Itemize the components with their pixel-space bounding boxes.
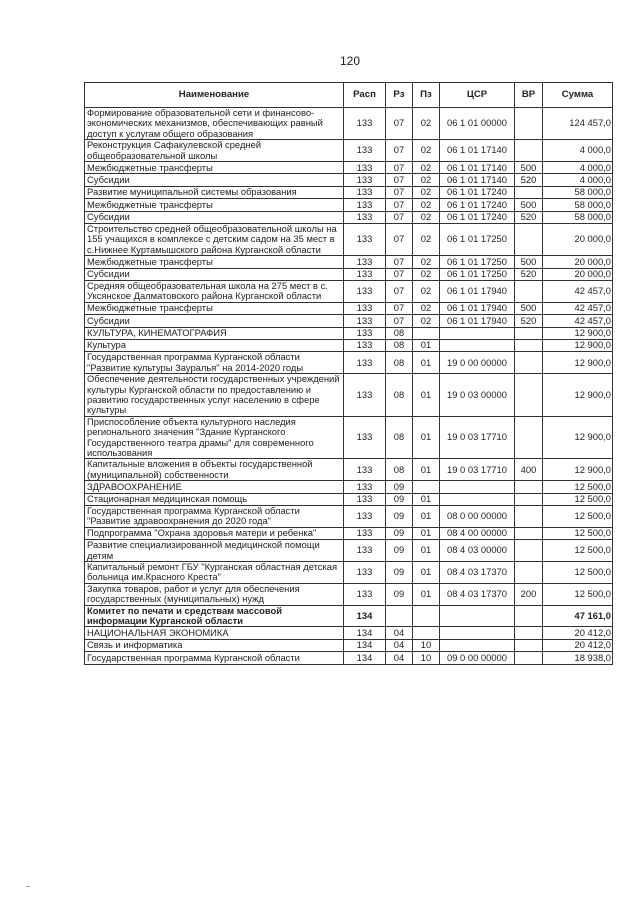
cell-vr xyxy=(515,186,543,198)
header-row xyxy=(85,83,613,108)
cell-sum: 20 000,0 xyxy=(543,223,613,255)
cell-name: НАЦИОНАЛЬНАЯ ЭКОНОМИКА xyxy=(85,627,344,639)
cell-rasp: 133 xyxy=(344,268,386,280)
cell-rz: 07 xyxy=(386,211,413,223)
cell-vr xyxy=(515,493,543,505)
table-body xyxy=(85,108,613,665)
cell-sum: 12 500,0 xyxy=(543,583,613,605)
cell-rasp: 133 xyxy=(344,199,386,211)
cell-pz: 02 xyxy=(413,211,440,223)
cell-pz: 01 xyxy=(413,562,440,584)
cell-rz: 07 xyxy=(386,186,413,198)
cell-pz: 02 xyxy=(413,162,440,174)
cell-pz: 01 xyxy=(413,459,440,481)
cell-rz: 09 xyxy=(386,481,413,493)
cell-rz: 09 xyxy=(386,506,413,528)
cell-name: Субсидии xyxy=(85,268,344,280)
table-row xyxy=(85,605,613,627)
cell-rz: 08 xyxy=(386,416,413,459)
cell-sum: 18 938,0 xyxy=(543,652,613,664)
cell-csr: 06 1 01 17250 xyxy=(440,223,515,255)
cell-vr xyxy=(515,652,543,664)
cell-name: Приспособление объекта культурного наследия регионального значения "Здание Курганского Государственного театра драмы" для современного использования xyxy=(85,416,344,459)
cell-name: Обеспечение деятельности государственных учреждений культуры Курганской области по предоставлению и развитию государственных услуг населению в сфере культуры xyxy=(85,374,344,417)
cell-sum: 58 000,0 xyxy=(543,186,613,198)
cell-pz xyxy=(413,327,440,339)
cell-pz: 02 xyxy=(413,302,440,314)
table-row xyxy=(85,140,613,162)
cell-name: Развитие муниципальной системы образования xyxy=(85,186,344,198)
scan-mark xyxy=(26,886,30,887)
cell-name: Строительство средней общеобразовательной школы на 155 учащихся в комплексе с детским садом на 35 мест в с.Нижнее Куртамышского района Курганской области xyxy=(85,223,344,255)
table-row xyxy=(85,493,613,505)
cell-pz xyxy=(413,627,440,639)
cell-rasp: 134 xyxy=(344,652,386,664)
cell-rasp: 133 xyxy=(344,280,386,302)
cell-csr: 19 0 03 17710 xyxy=(440,416,515,459)
cell-sum: 12 900,0 xyxy=(543,459,613,481)
cell-rz: 07 xyxy=(386,302,413,314)
cell-rz: 07 xyxy=(386,315,413,327)
table-row xyxy=(85,211,613,223)
cell-pz: 02 xyxy=(413,223,440,255)
cell-vr: 200 xyxy=(515,583,543,605)
cell-vr: 520 xyxy=(515,315,543,327)
table-row xyxy=(85,315,613,327)
cell-pz xyxy=(413,605,440,627)
cell-csr: 08 4 00 00000 xyxy=(440,527,515,539)
cell-pz: 02 xyxy=(413,315,440,327)
cell-vr xyxy=(515,605,543,627)
cell-pz: 01 xyxy=(413,374,440,417)
cell-vr: 520 xyxy=(515,211,543,223)
cell-vr xyxy=(515,527,543,539)
cell-pz: 02 xyxy=(413,186,440,198)
cell-rasp: 133 xyxy=(344,374,386,417)
cell-sum: 20 000,0 xyxy=(543,268,613,280)
cell-sum: 12 500,0 xyxy=(543,562,613,584)
cell-pz: 02 xyxy=(413,256,440,268)
cell-sum: 12 900,0 xyxy=(543,416,613,459)
cell-sum: 12 900,0 xyxy=(543,374,613,417)
cell-rz: 04 xyxy=(386,652,413,664)
budget-table xyxy=(84,82,613,665)
cell-vr: 500 xyxy=(515,302,543,314)
cell-csr xyxy=(440,605,515,627)
table-row xyxy=(85,562,613,584)
cell-rz: 04 xyxy=(386,639,413,651)
cell-vr xyxy=(515,562,543,584)
cell-pz: 02 xyxy=(413,268,440,280)
cell-sum: 20 412,0 xyxy=(543,627,613,639)
cell-csr: 06 1 01 17250 xyxy=(440,268,515,280)
cell-name: КУЛЬТУРА, КИНЕМАТОГРАФИЯ xyxy=(85,327,344,339)
table-row xyxy=(85,374,613,417)
table-row xyxy=(85,481,613,493)
cell-pz: 02 xyxy=(413,174,440,186)
cell-pz: 02 xyxy=(413,199,440,211)
cell-pz: 01 xyxy=(413,352,440,374)
table-row xyxy=(85,352,613,374)
cell-rasp: 133 xyxy=(344,211,386,223)
cell-sum: 4 000,0 xyxy=(543,140,613,162)
header-rasp: Расп xyxy=(344,83,386,108)
cell-pz: 01 xyxy=(413,527,440,539)
cell-rasp: 133 xyxy=(344,327,386,339)
cell-rasp: 133 xyxy=(344,583,386,605)
cell-sum: 42 457,0 xyxy=(543,315,613,327)
cell-csr: 08 4 03 17370 xyxy=(440,562,515,584)
cell-csr: 06 1 01 17240 xyxy=(440,199,515,211)
cell-sum: 47 161,0 xyxy=(543,605,613,627)
cell-csr xyxy=(440,327,515,339)
table-row xyxy=(85,268,613,280)
cell-sum: 12 500,0 xyxy=(543,493,613,505)
cell-sum: 4 000,0 xyxy=(543,162,613,174)
cell-pz: 01 xyxy=(413,493,440,505)
cell-vr: 500 xyxy=(515,162,543,174)
header-pz: Пз xyxy=(413,83,440,108)
cell-pz: 10 xyxy=(413,639,440,651)
cell-rz: 09 xyxy=(386,493,413,505)
cell-vr xyxy=(515,223,543,255)
cell-name: Комитет по печати и средствам массовой информации Курганской области xyxy=(85,605,344,627)
table-row xyxy=(85,627,613,639)
table-row xyxy=(85,186,613,198)
cell-rz xyxy=(386,605,413,627)
cell-vr xyxy=(515,327,543,339)
cell-csr: 08 4 03 00000 xyxy=(440,540,515,562)
cell-rasp: 133 xyxy=(344,416,386,459)
cell-sum: 58 000,0 xyxy=(543,211,613,223)
table-row xyxy=(85,459,613,481)
cell-rasp: 133 xyxy=(344,223,386,255)
header-vr: ВР xyxy=(515,83,543,108)
cell-rz: 07 xyxy=(386,268,413,280)
cell-rasp: 133 xyxy=(344,459,386,481)
cell-rasp: 133 xyxy=(344,174,386,186)
cell-rz: 07 xyxy=(386,223,413,255)
header-csr: ЦСР xyxy=(440,83,515,108)
cell-pz: 02 xyxy=(413,108,440,140)
cell-vr xyxy=(515,339,543,351)
cell-vr xyxy=(515,506,543,528)
cell-name: Межбюджетные трансферты xyxy=(85,162,344,174)
cell-name: Государственная программа Курганской области xyxy=(85,652,344,664)
table-row xyxy=(85,256,613,268)
cell-csr: 19 0 03 00000 xyxy=(440,374,515,417)
cell-vr: 500 xyxy=(515,256,543,268)
header-rz: Рз xyxy=(386,83,413,108)
cell-sum: 42 457,0 xyxy=(543,302,613,314)
cell-pz: 01 xyxy=(413,583,440,605)
cell-name: Межбюджетные трансферты xyxy=(85,302,344,314)
cell-csr: 06 1 01 17940 xyxy=(440,302,515,314)
cell-rasp: 133 xyxy=(344,162,386,174)
cell-rasp: 133 xyxy=(344,256,386,268)
cell-csr: 06 1 01 17250 xyxy=(440,256,515,268)
cell-pz: 01 xyxy=(413,339,440,351)
cell-rz: 08 xyxy=(386,459,413,481)
cell-vr xyxy=(515,374,543,417)
cell-vr xyxy=(515,352,543,374)
cell-name: Субсидии xyxy=(85,211,344,223)
cell-sum: 20 000,0 xyxy=(543,256,613,268)
table-row xyxy=(85,506,613,528)
cell-pz: 02 xyxy=(413,280,440,302)
cell-name: Государственная программа Курганской области "Развитие здравоохранения до 2020 года" xyxy=(85,506,344,528)
cell-name: Развитие специализированной медицинской помощи детям xyxy=(85,540,344,562)
cell-name: Формирование образовательной сети и финансово-экономических механизмов, обеспечивающих равный доступ к услугам общего образования xyxy=(85,108,344,140)
cell-csr: 08 0 00 00000 xyxy=(440,506,515,528)
cell-vr xyxy=(515,481,543,493)
cell-rz: 07 xyxy=(386,140,413,162)
cell-name: ЗДРАВООХРАНЕНИЕ xyxy=(85,481,344,493)
cell-rasp: 133 xyxy=(344,481,386,493)
cell-rasp: 134 xyxy=(344,605,386,627)
cell-rasp: 133 xyxy=(344,562,386,584)
cell-csr: 08 4 03 17370 xyxy=(440,583,515,605)
cell-csr: 06 1 01 17940 xyxy=(440,280,515,302)
cell-vr: 520 xyxy=(515,174,543,186)
table-row xyxy=(85,583,613,605)
cell-pz: 02 xyxy=(413,140,440,162)
table-row xyxy=(85,174,613,186)
cell-rz: 08 xyxy=(386,374,413,417)
cell-name: Субсидии xyxy=(85,174,344,186)
cell-pz: 01 xyxy=(413,506,440,528)
cell-rz: 07 xyxy=(386,108,413,140)
cell-name: Стационарная медицинская помощь xyxy=(85,493,344,505)
cell-name: Реконструкция Сафакулевской средней общеобразовательной школы xyxy=(85,140,344,162)
cell-name: Государственная программа Курганской области "Развитие культуры Зауралья" на 2014-2020 годы xyxy=(85,352,344,374)
table-row xyxy=(85,327,613,339)
cell-sum: 4 000,0 xyxy=(543,174,613,186)
cell-vr xyxy=(515,108,543,140)
cell-rasp: 133 xyxy=(344,527,386,539)
table-row xyxy=(85,223,613,255)
cell-rz: 04 xyxy=(386,627,413,639)
cell-pz xyxy=(413,481,440,493)
cell-vr: 500 xyxy=(515,199,543,211)
header-sum: Сумма xyxy=(543,83,613,108)
cell-rasp: 134 xyxy=(344,639,386,651)
cell-csr: 06 1 01 17140 xyxy=(440,174,515,186)
cell-sum: 12 500,0 xyxy=(543,481,613,493)
table-row xyxy=(85,302,613,314)
cell-rz: 07 xyxy=(386,256,413,268)
cell-rz: 07 xyxy=(386,199,413,211)
cell-rz: 09 xyxy=(386,583,413,605)
cell-rz: 07 xyxy=(386,174,413,186)
cell-sum: 12 500,0 xyxy=(543,527,613,539)
cell-rz: 08 xyxy=(386,327,413,339)
cell-pz: 10 xyxy=(413,652,440,664)
cell-vr xyxy=(515,280,543,302)
header-name: Наименование xyxy=(85,83,344,108)
cell-sum: 12 500,0 xyxy=(543,540,613,562)
cell-csr xyxy=(440,627,515,639)
cell-csr: 06 1 01 17240 xyxy=(440,211,515,223)
cell-rasp: 133 xyxy=(344,506,386,528)
cell-sum: 58 000,0 xyxy=(543,199,613,211)
cell-rasp: 133 xyxy=(344,540,386,562)
table-row xyxy=(85,639,613,651)
cell-rz: 08 xyxy=(386,352,413,374)
cell-rz: 07 xyxy=(386,162,413,174)
cell-csr: 06 1 01 17240 xyxy=(440,186,515,198)
cell-sum: 12 900,0 xyxy=(543,327,613,339)
table-row xyxy=(85,280,613,302)
cell-vr xyxy=(515,627,543,639)
cell-rz: 09 xyxy=(386,527,413,539)
cell-name: Связь и информатика xyxy=(85,639,344,651)
cell-name: Субсидии xyxy=(85,315,344,327)
cell-rasp: 133 xyxy=(344,186,386,198)
cell-csr xyxy=(440,339,515,351)
table-row xyxy=(85,339,613,351)
cell-name: Закупка товаров, работ и услуг для обеспечения государственных (муниципальных) нужд xyxy=(85,583,344,605)
cell-vr xyxy=(515,416,543,459)
cell-rasp: 133 xyxy=(344,493,386,505)
cell-vr: 400 xyxy=(515,459,543,481)
cell-pz: 01 xyxy=(413,540,440,562)
cell-name: Межбюджетные трансферты xyxy=(85,256,344,268)
cell-rasp: 133 xyxy=(344,352,386,374)
table-row xyxy=(85,652,613,664)
cell-rasp: 133 xyxy=(344,140,386,162)
cell-sum: 20 412,0 xyxy=(543,639,613,651)
table-row xyxy=(85,108,613,140)
table-row xyxy=(85,540,613,562)
cell-csr xyxy=(440,481,515,493)
cell-csr: 06 1 01 17140 xyxy=(440,140,515,162)
cell-name: Культура xyxy=(85,339,344,351)
cell-rz: 09 xyxy=(386,562,413,584)
cell-vr xyxy=(515,140,543,162)
cell-csr: 06 1 01 00000 xyxy=(440,108,515,140)
cell-sum: 12 900,0 xyxy=(543,339,613,351)
cell-vr xyxy=(515,639,543,651)
cell-csr: 19 0 03 17710 xyxy=(440,459,515,481)
cell-rz: 08 xyxy=(386,339,413,351)
cell-name: Средняя общеобразовательная школа на 275 мест в с. Уксянское Далматовского района Курганской области xyxy=(85,280,344,302)
cell-rz: 07 xyxy=(386,280,413,302)
cell-csr: 09 0 00 00000 xyxy=(440,652,515,664)
cell-name: Подпрограмма "Охрана здоровья матери и ребенка" xyxy=(85,527,344,539)
page-number: 120 xyxy=(339,54,361,68)
table-row xyxy=(85,527,613,539)
cell-sum: 124 457,0 xyxy=(543,108,613,140)
cell-sum: 42 457,0 xyxy=(543,280,613,302)
cell-sum: 12 500,0 xyxy=(543,506,613,528)
cell-vr: 520 xyxy=(515,268,543,280)
cell-csr: 19 0 00 00000 xyxy=(440,352,515,374)
cell-pz: 01 xyxy=(413,416,440,459)
table-row xyxy=(85,162,613,174)
cell-rz: 09 xyxy=(386,540,413,562)
cell-vr xyxy=(515,540,543,562)
cell-csr xyxy=(440,493,515,505)
cell-rasp: 133 xyxy=(344,339,386,351)
cell-name: Межбюджетные трансферты xyxy=(85,199,344,211)
cell-rasp: 133 xyxy=(344,315,386,327)
cell-rasp: 134 xyxy=(344,627,386,639)
table-row xyxy=(85,416,613,459)
cell-rasp: 133 xyxy=(344,302,386,314)
cell-csr: 06 1 01 17940 xyxy=(440,315,515,327)
cell-name: Капитальные вложения в объекты государственной (муниципальной) собственности xyxy=(85,459,344,481)
cell-sum: 12 900,0 xyxy=(543,352,613,374)
table-row xyxy=(85,199,613,211)
cell-rasp: 133 xyxy=(344,108,386,140)
cell-name: Капитальный ремонт ГБУ "Курганская областная детская больница им.Красного Креста" xyxy=(85,562,344,584)
cell-csr: 06 1 01 17140 xyxy=(440,162,515,174)
cell-csr xyxy=(440,639,515,651)
